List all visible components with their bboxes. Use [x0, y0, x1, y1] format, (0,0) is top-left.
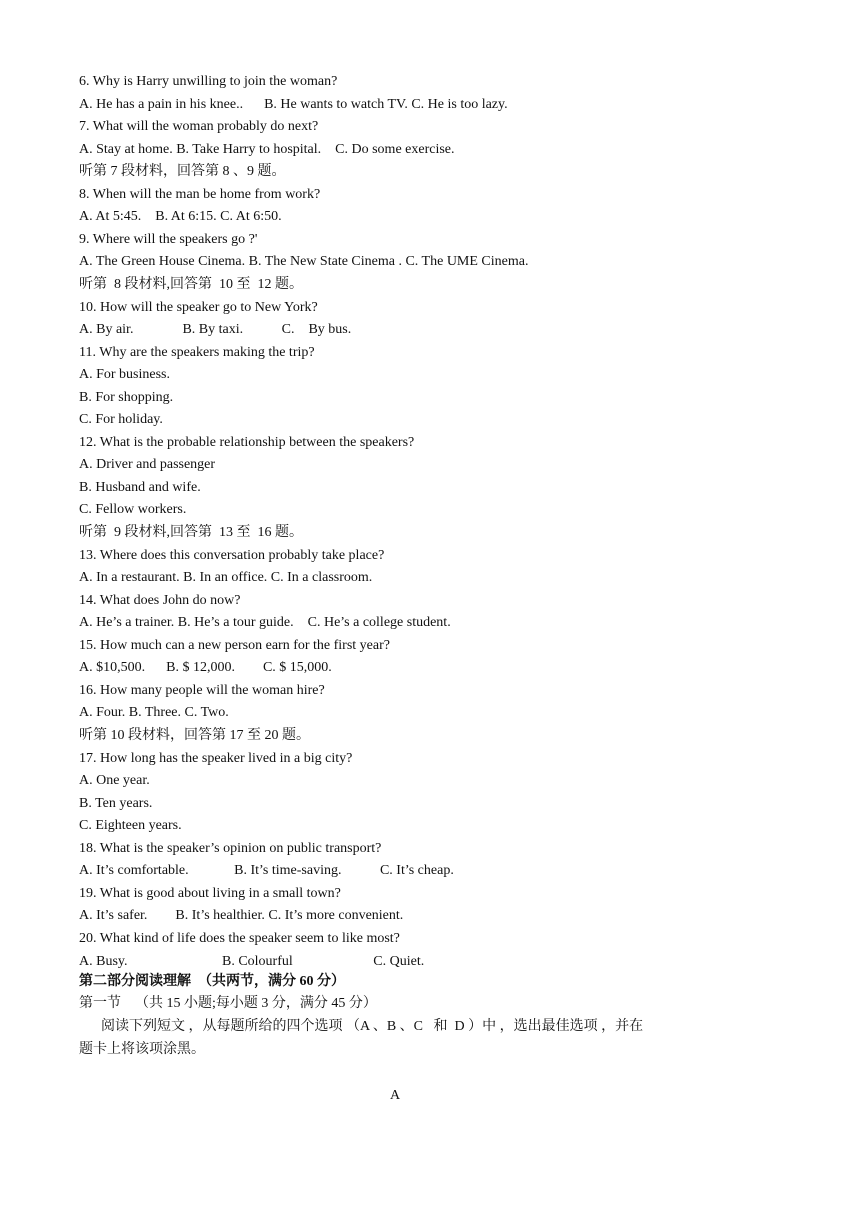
option-line: A. One year. [79, 773, 150, 789]
subsection-heading: 第一节 （共 15 小题;每小题 3 分，满分 45 分） [79, 996, 377, 1011]
section-title: 第二部分阅读理解 （共两节，满分 60 分） [79, 974, 345, 989]
listening-instruction: 听第 8 段材料,回答第 10 至 12 题。 [79, 277, 303, 292]
option-line: A. Four. B. Three. C. Two. [79, 705, 229, 721]
question-line: 8. When will the man be home from work? [79, 186, 321, 202]
option-line: C. Eighteen years. [79, 818, 182, 834]
listening-instruction: 听第 10 段材料，回答第 17 至 20 题。 [79, 728, 310, 743]
question-line: 19. What is good about living in a small town? [79, 885, 341, 901]
question-line: 16. How many people will the woman hire? [79, 682, 325, 698]
passage-label: A [389, 1088, 401, 1103]
question-line: 9. Where will the speakers go ?' [79, 231, 258, 247]
option-line: A. It’s comfortable. B. It’s time-saving. C. It’s cheap. [79, 863, 454, 879]
option-line: A. The Green House Cinema. B. The New State Cinema . C. The UME Cinema. [79, 254, 529, 270]
option-line: A. $10,500. B. $ 12,000. C. $ 15,000. [79, 660, 332, 676]
option-line: A. Stay at home. B. Take Harry to hospital. C. Do some exercise. [79, 141, 455, 157]
question-line: 10. How will the speaker go to New York? [79, 299, 318, 315]
option-line: B. For shopping. [79, 389, 174, 405]
option-line: A. Driver and passenger [79, 457, 216, 473]
question-line: 13. Where does this conversation probably take place? [79, 547, 385, 563]
question-line: 6. Why is Harry unwilling to join the woman? [79, 74, 338, 89]
option-line: A. For business. [79, 367, 171, 383]
option-line: A. By air. B. By taxi. C. By bus. [79, 322, 352, 338]
option-line: A. In a restaurant. B. In an office. C. In a classroom. [79, 570, 373, 586]
instruction-line-1: 阅读下列短文 ，从每题所给的四个选项 （A 、B 、C 和 D ）中 ，选出最佳选项 ，并在 [101, 1019, 644, 1034]
question-line: 18. What is the speaker’s opinion on public transport? [79, 840, 382, 856]
question-line: 14. What does John do now? [79, 592, 241, 608]
question-line: 11. Why are the speakers making the trip? [79, 344, 315, 360]
option-line: B. Husband and wife. [79, 479, 201, 495]
option-line: A. It’s safer. B. It’s healthier. C. It’s more convenient. [79, 908, 404, 924]
question-line: 17. How long has the speaker lived in a big city? [79, 750, 353, 766]
option-line: A. At 5:45. B. At 6:15. C. At 6:50. [79, 209, 282, 225]
option-line: C. Fellow workers. [79, 502, 187, 518]
question-line: 7. What will the woman probably do next? [79, 119, 319, 135]
question-line: 20. What kind of life does the speaker seem to like most? [79, 930, 400, 946]
question-line: 15. How much can a new person earn for the first year? [79, 637, 390, 653]
option-line: A. He’s a trainer. B. He’s a tour guide. C. He’s a college student. [79, 615, 451, 631]
option-line: B. Ten years. [79, 795, 153, 811]
listening-instruction: 听第 9 段材料,回答第 13 至 16 题。 [79, 525, 303, 540]
option-line: A. Busy. B. Colourful C. Quiet. [79, 953, 425, 969]
option-line: C. For holiday. [79, 412, 163, 428]
listening-instruction: 听第 7 段材料，回答第 8 、9 题。 [79, 164, 286, 180]
option-line: A. He has a pain in his knee.. B. He wants to watch TV. C. He is too lazy. [79, 96, 508, 112]
instruction-line-2: 题卡上将该项涂黑。 [79, 1042, 205, 1057]
question-line: 12. What is the probable relationship between the speakers? [79, 434, 415, 450]
